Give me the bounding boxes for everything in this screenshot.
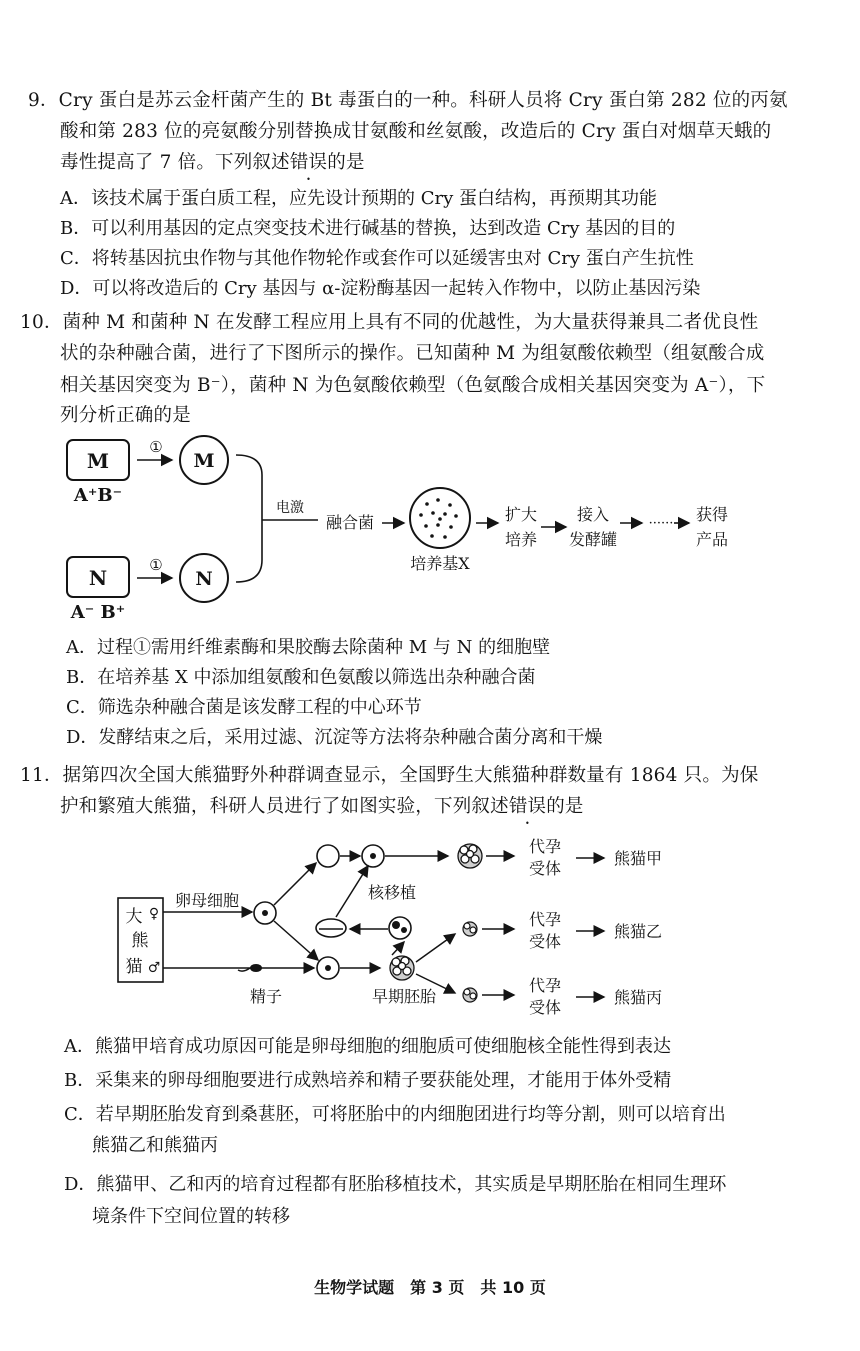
q10-stem-line3: 相关基因突变为 B⁻），菌种 N 为色氨酸依赖型（色氨酸合成相关基因突变为 A⁻），下 [60,375,766,396]
male-symbol: ♂ [147,960,161,976]
q10-option-b: B．在培养基 X 中添加组氨酸和色氨酸以筛选出杂种融合菌 [66,667,536,688]
product-label-2: 产品 [695,530,729,549]
expand-label-1: 扩大 [504,505,538,524]
early-embryo-label: 早期胚胎 [371,987,437,1006]
merge-bracket [236,455,262,582]
q11-emphasis-wrong: 错误 [508,796,547,817]
protoplast-n-label: N [195,568,213,590]
fusion-label: 融合菌 [325,513,375,532]
nuclear-transfer-label: 核移植 [367,883,417,902]
q10-stem-line1: 10．菌种 M 和菌种 N 在发酵工程应用上具有不同的优越性，为大量获得兼具二者优良性 [20,312,759,333]
panda-c-label: 熊猫丙 [613,988,663,1007]
q10-option-c: C．筛选杂种融合菌是该发酵工程的中心环节 [66,697,422,718]
strain-m-label: M [86,449,110,473]
embryo-a-icon [458,844,482,868]
q11-stem-line1: 11．据第四次全国大熊猫野外种群调查显示，全国野生大熊猫种群数量有 1864 只。为保 [20,765,759,786]
q11-option-d-line2: 境条件下空间位置的转移 [92,1206,290,1227]
panda-char-3: 猫 [125,957,143,977]
sperm-label: 精子 [249,987,283,1006]
step1-label-n: ① [149,556,163,574]
host-a-label-1: 代孕 [528,837,562,856]
strain-n-genotype: A⁻ B⁺ [70,602,126,623]
embryo-c-icon [463,988,477,1002]
host-b-label-2: 受体 [528,932,562,951]
product-label-1: 获得 [695,505,729,524]
female-symbol: ♀ [148,906,160,922]
panda-char-1: 大 [125,907,143,927]
q9-option-c: C．将转基因抗虫作物与其他作物轮作或套作可以延缓害虫对 Cry 蛋白产生抗性 [60,248,694,269]
q9-stem-line2: 酸和第 283 位的亮氨酸分别替换成甘氨酸和丝氨酸，改造后的 Cry 蛋白对烟草天蛾的 [60,121,772,142]
host-b-label-1: 代孕 [528,910,562,929]
electro-label: 电激 [276,500,304,516]
q9-stem-line1: 9．Cry 蛋白是苏云金杆菌产生的 Bt 毒蛋白的一种。科研人员将 Cry 蛋白第 282 位的丙氨 [28,90,788,111]
oocyte-label: 卵母细胞 [174,891,240,910]
q11-option-a: A．熊猫甲培育成功原因可能是卵母细胞的细胞质可使细胞核全能性得到表达 [64,1036,671,1057]
inoc-label-2: 发酵罐 [568,530,618,549]
q11-option-c-line1: C．若早期胚胎发育到桑葚胚，可将胚胎中的内细胞团进行均等分割，则可以培育出 [64,1104,726,1125]
embryo-b-icon [463,922,477,936]
ellipsis-label: ······ [648,516,674,531]
q11-option-c-line2: 熊猫乙和熊猫丙 [92,1135,218,1156]
q9-emphasis-wrong: 错误 [289,152,328,173]
host-c-label-1: 代孕 [528,976,562,995]
q11-panda-diagram [0,830,860,1020]
host-a-label-2: 受体 [528,859,562,878]
panda-a-label: 熊猫甲 [613,849,663,868]
q10-stem-line2: 状的杂种融合菌，进行了下图所示的操作。已知菌种 M 为组氨酸依赖型（组氨酸合成 [60,343,765,364]
q11-option-b: B．采集来的卵母细胞要进行成熟培养和精子要获能处理，才能用于体外受精 [64,1070,672,1091]
medium-x-label: 培养基X [410,554,470,573]
q9-option-d: D．可以将改造后的 Cry 基因与 α-淀粉酶基因一起转入作物中，以防止基因污染 [60,278,701,299]
q11-option-d-line1: D．熊猫甲、乙和丙的培育过程都有胚胎移植技术，其实质是早期胚胎在相同生理环 [64,1174,727,1195]
q11-stem-line2: 护和繁殖大熊猫，科研人员进行了如图实验，下列叙述错误的是 [60,796,584,817]
protoplast-m-label: M [193,450,215,472]
q9-option-a: A．该技术属于蛋白质工程，应先设计预期的 Cry 蛋白结构，再预期其功能 [60,188,657,209]
sperm-icon [250,964,262,972]
q10-stem-line4: 列分析正确的是 [60,405,191,426]
host-c-label-2: 受体 [528,998,562,1017]
inoc-label-1: 接入 [576,505,610,524]
q9-option-b: B．可以利用基因的定点突变技术进行碱基的替换，达到改造 Cry 基因的目的 [60,218,676,239]
expand-label-2: 培养 [504,530,538,549]
early-embryo-icon [390,956,414,980]
panda-char-2: 熊 [131,931,149,951]
enucleated-oocyte [317,845,339,867]
strain-m-genotype: A⁺B⁻ [73,485,123,506]
donor-cell-dish [316,919,346,937]
q10-option-a: A．过程①需用纤维素酶和果胶酶去除菌种 M 与 N 的细胞壁 [66,637,551,658]
strain-n-label: N [88,566,108,590]
blastocyst-icon [389,917,411,939]
medium-x-colonies [419,498,458,539]
q9-stem-line3: 毒性提高了 7 倍。下列叙述错误的是 [60,152,365,173]
page-footer: 生物学试题 第 3 页 共 10 页 [314,1278,546,1297]
q10-fusion-diagram [0,425,860,635]
step1-label-m: ① [149,438,163,456]
q10-option-d: D．发酵结束之后，采用过滤、沉淀等方法将杂种融合菌分离和干燥 [66,727,603,748]
panda-b-label: 熊猫乙 [613,922,663,941]
